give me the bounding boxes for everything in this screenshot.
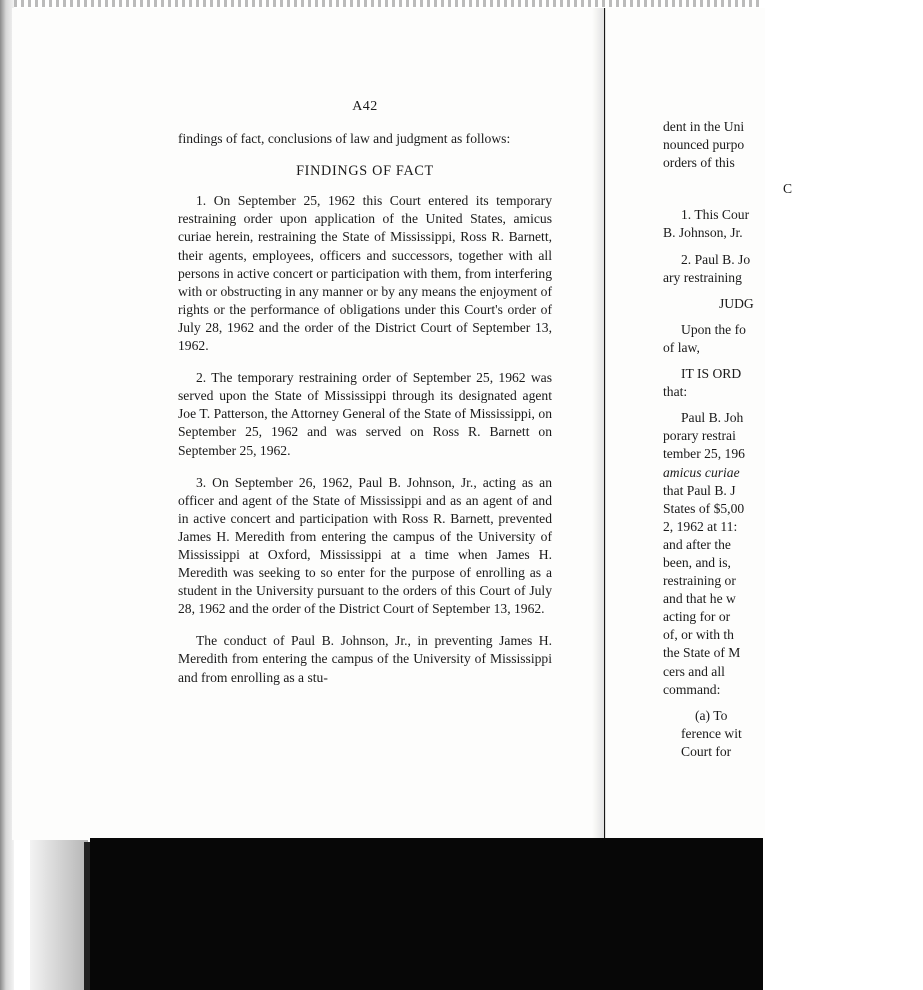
right-line: the State of M — [663, 645, 741, 661]
right-line: ference wit — [681, 725, 742, 741]
right-line: restraining or — [663, 573, 736, 589]
right-line: cers and all — [663, 663, 725, 679]
conduct-paragraph: The conduct of Paul B. Johnson, Jr., in preventing James H. Meredith from entering the campus of the University of Mississippi and from enrolling as a stu- — [178, 633, 552, 685]
right-line: of law, — [663, 339, 700, 355]
right-line: 2, 1962 at 11: — [663, 518, 738, 534]
section-heading: FINDINGS OF FACT — [296, 163, 434, 180]
right-line: (a) To — [695, 707, 728, 723]
right-page-text — [663, 118, 923, 761]
left-page-text — [178, 98, 552, 701]
right-line: and that he w — [663, 591, 736, 607]
right-line: acting for or — [663, 609, 731, 625]
scan-black-band — [90, 838, 763, 990]
right-line: and after the — [663, 536, 731, 552]
right-line: been, and is, — [663, 554, 731, 570]
right-line: of, or with th — [663, 627, 734, 643]
intro-paragraph: findings of fact, conclusions of law and judgment as follows: — [178, 131, 511, 147]
right-line: Upon the fo — [681, 321, 746, 337]
scan-top-edge — [0, 0, 763, 7]
right-line: porary restrai — [663, 428, 736, 444]
right-line: dent in the Uni — [663, 119, 745, 134]
right-heading: C — [783, 181, 793, 197]
page-number: A42 — [352, 99, 378, 114]
right-line: command: — [663, 681, 721, 697]
right-line: tember 25, 196 — [663, 446, 745, 462]
right-line: amicus curiae — [663, 464, 740, 480]
right-line: that: — [663, 384, 688, 400]
right-line: ary restraining — [663, 269, 742, 285]
right-line: that Paul B. J — [663, 482, 736, 498]
right-line: IT IS ORD — [681, 366, 742, 382]
right-line: 2. Paul B. Jo — [681, 251, 751, 267]
scan-shadow — [30, 840, 88, 990]
right-line: orders of this — [663, 155, 735, 171]
right-line: States of $5,00 — [663, 500, 745, 516]
book-gutter — [592, 8, 606, 840]
finding-paragraph-3: 3. On September 26, 1962, Paul B. Johnson, Jr., acting as an officer and agent of the State of Mississippi and as an agent of and in active concert and participation with Ross R. Barnett, prevented James H. Meredith from entering the campus of the University of Mississippi at Oxford, Mississippi at a time when James H. Meredith was seeking to so enter for the purpose of enrolling as a student in the University pursuant to the orders of this Court of July 28, 1962 and the order of the District Court of September 13, 1962. — [178, 474, 552, 617]
right-line: Court for — [681, 743, 732, 759]
finding-paragraph-1: 1. On September 25, 1962 this Court entered its temporary restraining order upon application of the United States, amicus curiae herein, restraining the State of Mississippi, Ross R. Barnett, their agents, employees, officers and successors, together with all persons in active concert or participation with them, from interfering with or obstructing in any manner or by any means the enjoyment of rights or the performance of obligations under this Court's order of July 28, 1962 and the order of the District Court of September 13, 1962. — [178, 193, 552, 354]
right-line: B. Johnson, Jr. — [663, 225, 743, 241]
right-line: 1. This Cour — [681, 207, 750, 223]
right-line: nounced purpo — [663, 137, 745, 153]
right-heading: JUDG — [719, 295, 754, 311]
finding-paragraph-2: 2. The temporary restraining order of September 25, 1962 was served upon the State of Mississippi through its designated agent Joe T. Patterson, the Attorney General of the State of Mississippi, on September 25, 1962 and was served on Ross R. Barnett on September 25, 1962. — [178, 370, 552, 458]
right-line: Paul B. Joh — [681, 410, 744, 426]
